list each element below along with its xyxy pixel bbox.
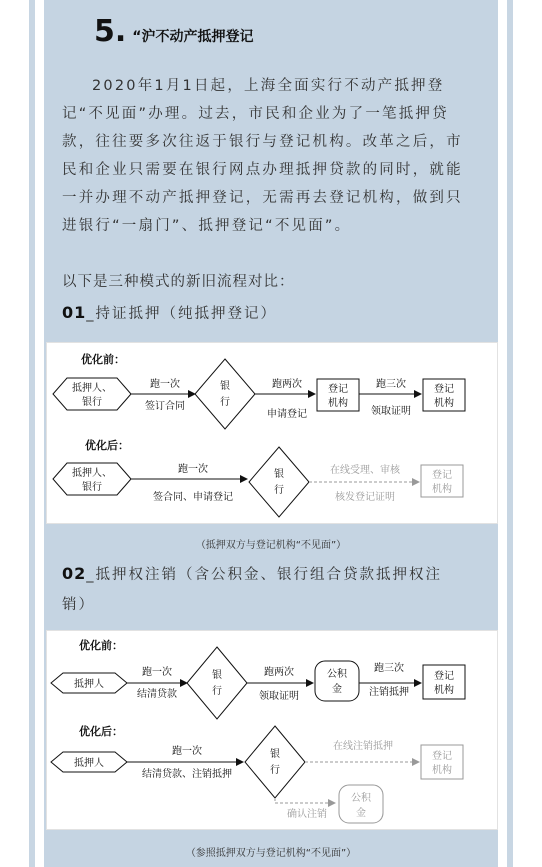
bank-diamond <box>195 359 255 429</box>
step-label: 签合同、申请登记 <box>153 492 233 503</box>
subheading-02-cont: 销） <box>62 597 95 613</box>
party-label: 抵押人、 <box>72 383 112 394</box>
step-label: 跑三次 <box>376 379 406 390</box>
paragraph-line: 2020年1月1日起，上海全面实行不动产抵押登 <box>92 78 445 94</box>
flow-diagram-1-svg <box>47 343 497 523</box>
step-label: 在线受理、审核 <box>330 465 400 476</box>
party-label: 抵押人、 <box>72 468 112 479</box>
step-label: 领取证明 <box>259 691 299 702</box>
fund-label: 金 <box>332 684 342 695</box>
registry-label: 登记 <box>434 384 454 395</box>
party-label: 抵押人 <box>74 758 104 769</box>
step-label: 结清贷款 <box>137 689 177 700</box>
bank-label: 行 <box>220 397 230 408</box>
step-label: 在线注销抵押 <box>333 741 393 752</box>
registry-label: 登记 <box>434 671 454 682</box>
registry-label: 登记 <box>328 384 348 395</box>
step-label: 跑一次 <box>150 379 180 390</box>
flow-diagram-1 <box>46 342 498 524</box>
diagram-2-caption: （参照抵押双方与登记机构“不见面”） <box>185 848 357 859</box>
step-label: 跑两次 <box>272 379 302 390</box>
subheading-01 <box>62 302 277 323</box>
body-paragraph <box>62 72 480 240</box>
party-label: 银行 <box>82 482 102 493</box>
before-label: 优化前： <box>81 353 125 366</box>
registry-label: 登记 <box>432 470 452 481</box>
registry-label: 机构 <box>432 765 452 776</box>
step-label: 结清贷款、注销抵押 <box>142 769 232 780</box>
registry-label: 机构 <box>434 685 454 696</box>
bank-label: 行 <box>212 686 222 697</box>
fund-label: 金 <box>356 808 366 819</box>
subheading-label: _持证抵押（纯抵押登记） <box>86 306 278 322</box>
step-label: 核发登记证明 <box>335 492 395 503</box>
diagram-1-caption: （抵押双方与登记机构“不见面”） <box>195 540 347 551</box>
confirm-arrow <box>275 798 335 803</box>
fund-box <box>315 661 359 701</box>
step-label: 确认注销 <box>287 809 327 820</box>
registry-label: 机构 <box>328 398 348 409</box>
step-label: 领取证明 <box>371 406 411 417</box>
registry-label: 机构 <box>434 398 454 409</box>
step-label: 注销抵押 <box>369 687 409 698</box>
paragraph-line: 一并办理不动产抵押登记，无需再去登记机构，做到只 <box>62 190 463 206</box>
step-label: 签订合同 <box>145 401 185 412</box>
bank-label: 银 <box>220 381 230 392</box>
flow-diagram-2 <box>46 630 498 830</box>
fund-label: 公积 <box>351 793 371 804</box>
step-label: 跑三次 <box>374 663 404 674</box>
paragraph-line: 民和企业只需要在银行网点办理抵押贷款的同时，就能 <box>62 162 463 178</box>
registry-label: 机构 <box>432 484 452 495</box>
subheading-02 <box>62 563 442 584</box>
after-label: 优化后： <box>85 439 129 452</box>
heading-dot: . <box>114 14 127 49</box>
after-label: 优化后： <box>79 725 123 738</box>
bank-label: 行 <box>274 485 284 496</box>
bank-diamond <box>245 726 305 798</box>
flow-diagram-2-svg <box>47 631 497 829</box>
subheading-label: _抵押权注销（含公积金、银行组合贷款抵押权注 <box>86 567 443 583</box>
paragraph-line: 进银行“一扇门”、抵押登记“不见面”。 <box>62 218 352 234</box>
paragraph-line: 记“不见面”办理。过去，市民和企业为了一笔抵押贷 <box>62 106 449 122</box>
bank-label: 银 <box>212 670 222 681</box>
bank-diamond <box>249 447 309 517</box>
bank-diamond <box>187 647 247 719</box>
left-border <box>29 0 35 867</box>
subheading-number: 02 <box>62 564 87 583</box>
registry-label: 登记 <box>432 751 452 762</box>
party-label: 抵押人 <box>74 679 104 690</box>
step-label: 跑一次 <box>172 746 202 757</box>
step-label: 跑一次 <box>142 667 172 678</box>
step-label: 申请登记 <box>267 409 307 420</box>
step-label: 跑一次 <box>178 464 208 475</box>
before-label: 优化前： <box>79 639 123 652</box>
paragraph-line: 款，往往要多次往返于银行与登记机构。改革之后，市 <box>62 134 463 150</box>
right-border <box>507 0 513 867</box>
step-label: 跑两次 <box>264 667 294 678</box>
heading-number: 5 <box>94 14 115 49</box>
fund-label: 公积 <box>327 669 347 680</box>
bank-label: 银 <box>274 469 284 480</box>
party-label: 银行 <box>82 397 102 408</box>
subheading-number: 01 <box>62 303 87 322</box>
bank-label: 行 <box>270 765 280 776</box>
bank-label: 银 <box>270 749 280 760</box>
heading-title: “沪不动产抵押登记 <box>132 29 254 45</box>
comparison-intro: 以下是三种模式的新旧流程对比： <box>62 274 295 290</box>
section-heading <box>94 12 253 52</box>
